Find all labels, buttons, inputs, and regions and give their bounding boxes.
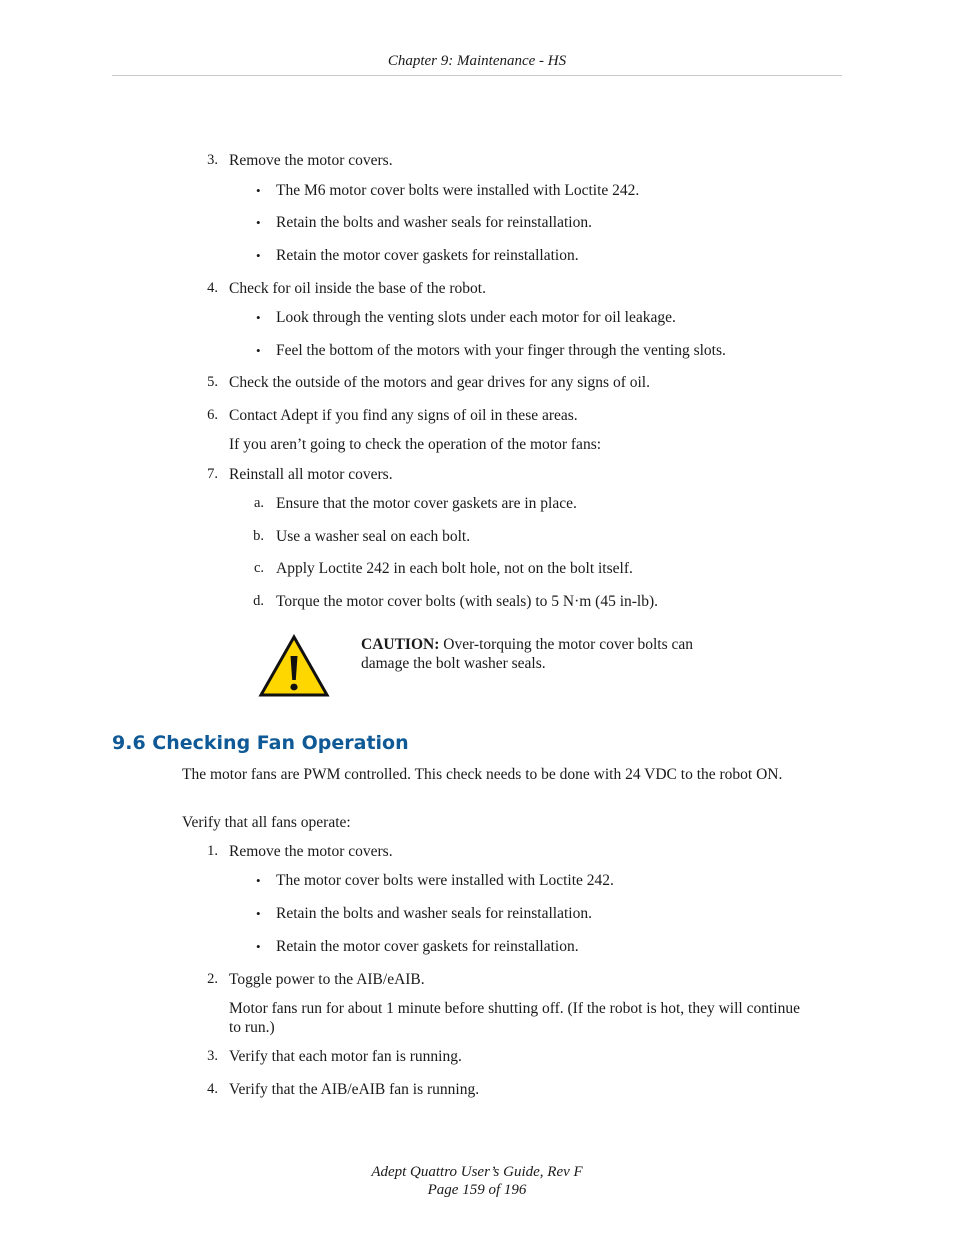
footer-page-number: Page 159 of 196 (427, 1182, 527, 1198)
step-number: 2. (207, 971, 218, 987)
bullet-icon: • (256, 939, 261, 954)
substep-letter: c. (253, 560, 264, 576)
header-rule (112, 75, 842, 76)
caution-warning-triangle-icon (258, 634, 330, 698)
substep-letter: b. (253, 528, 264, 544)
caution-text: Over-torquing the motor cover bolts can (439, 636, 694, 653)
step-number: 7. (207, 466, 218, 482)
bullet-icon: • (256, 183, 261, 198)
step-text: Toggle power to the AIB/eAIB. (229, 971, 425, 988)
bullet-icon: • (256, 310, 261, 325)
step-text: Reinstall all motor covers. (229, 466, 393, 483)
bullet-icon: • (256, 248, 261, 263)
step-text: Check the outside of the motors and gear drives for any signs of oil. (229, 374, 650, 391)
bullet-text: Retain the motor cover gaskets for reinstallation. (276, 247, 579, 264)
caution-line-2: damage the bolt washer seals. (361, 655, 546, 672)
bullet-text: Retain the bolts and washer seals for reinstallation. (276, 905, 592, 922)
substep-text: Torque the motor cover bolts (with seals) to 5 N·m (45 in-lb). (276, 593, 659, 610)
caution-line-1 (361, 635, 693, 654)
bullet-icon: • (256, 343, 261, 358)
bullet-text: Retain the motor cover gaskets for reinstallation. (276, 938, 579, 955)
step-text: Remove the motor covers. (229, 152, 393, 169)
step-text: Check for oil inside the base of the robot. (229, 280, 486, 297)
footer-title: Adept Quattro User’s Guide, Rev F (371, 1164, 583, 1180)
step-text: Remove the motor covers. (229, 843, 393, 860)
verify-text: Verify that all fans operate: (182, 814, 351, 831)
bullet-text: The motor cover bolts were installed with Loctite 242. (276, 872, 614, 889)
step-note: Motor fans run for about 1 minute before shutting off. (If the robot is hot, they will continue to run.) (229, 1000, 800, 1036)
substep-text: Apply Loctite 242 in each bolt hole, not on the bolt itself. (276, 560, 633, 577)
substep-letter: a. (253, 495, 264, 511)
caution-label: CAUTION: (361, 636, 440, 653)
step-text: Verify that the AIB/eAIB fan is running. (229, 1081, 480, 1098)
bullet-text: Feel the bottom of the motors with your finger through the venting slots. (276, 342, 726, 359)
section-heading: 9.6 Checking Fan Operation (112, 732, 409, 754)
bullet-icon: • (256, 906, 261, 921)
bullet-text: Look through the venting slots under each motor for oil leakage. (276, 309, 676, 326)
substep-text: Ensure that the motor cover gaskets are in place. (276, 495, 577, 512)
running-header: Chapter 9: Maintenance - HS (387, 53, 567, 69)
step-number: 4. (207, 280, 218, 296)
step-number: 3. (207, 1048, 218, 1064)
step-text: Contact Adept if you find any signs of oil in these areas. (229, 407, 578, 424)
step-number: 6. (207, 407, 218, 423)
step-number: 1. (207, 843, 218, 859)
substep-letter: d. (253, 593, 264, 609)
bullet-text: Retain the bolts and washer seals for reinstallation. (276, 214, 592, 231)
step-number: 4. (207, 1081, 218, 1097)
substep-text: Use a washer seal on each bolt. (276, 528, 471, 545)
bullet-icon: • (256, 215, 261, 230)
bullet-text: The M6 motor cover bolts were installed with Loctite 242. (276, 182, 640, 199)
step-number: 5. (207, 374, 218, 390)
step-note: If you aren’t going to check the operation of the motor fans: (229, 436, 602, 453)
intro-paragraph: The motor fans are PWM controlled. This check needs to be done with 24 VDC to the robot ON. (182, 766, 783, 783)
bullet-icon: • (256, 873, 261, 888)
step-text: Verify that each motor fan is running. (229, 1048, 462, 1065)
step-number: 3. (207, 152, 218, 168)
